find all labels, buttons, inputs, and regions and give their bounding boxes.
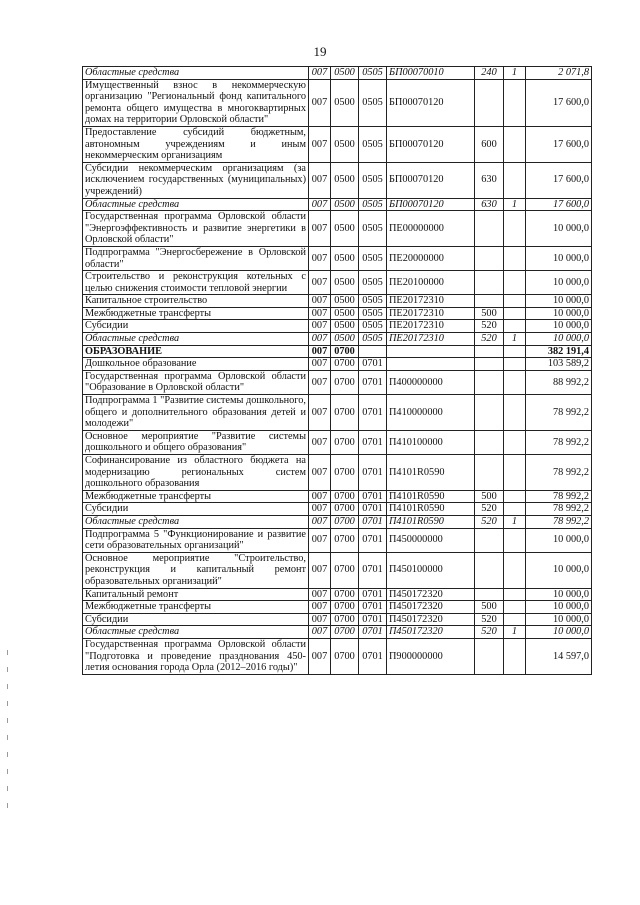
funding-source: 1 bbox=[504, 198, 526, 211]
subsection-code bbox=[359, 345, 387, 358]
subsection-code: 0701 bbox=[359, 490, 387, 503]
table-row bbox=[83, 626, 592, 639]
subsection-code: 0505 bbox=[359, 271, 387, 295]
row-name: Областные средства bbox=[83, 515, 309, 528]
subsection-code: 0505 bbox=[359, 198, 387, 211]
amount: 78 992,2 bbox=[526, 430, 592, 454]
funding-source: 1 bbox=[504, 333, 526, 346]
expense-type-code: 630 bbox=[475, 162, 504, 198]
amount: 2 071,8 bbox=[526, 67, 592, 80]
section-code: 0700 bbox=[331, 638, 359, 674]
amount: 78 992,2 bbox=[526, 490, 592, 503]
ved-code: 007 bbox=[309, 198, 331, 211]
funding-source: 1 bbox=[504, 67, 526, 80]
expense-type-code: 520 bbox=[475, 320, 504, 333]
funding-source bbox=[504, 126, 526, 162]
row-name: Межбюджетные трансферты bbox=[83, 307, 309, 320]
target-article-code: П410000000 bbox=[387, 395, 475, 431]
funding-source bbox=[504, 79, 526, 126]
target-article-code: БП00070120 bbox=[387, 198, 475, 211]
subsection-code: 0701 bbox=[359, 528, 387, 552]
amount: 10 000,0 bbox=[526, 528, 592, 552]
row-name: Софинансирование из областного бюджета на модернизацию региональных систем дошкольного образования bbox=[83, 455, 309, 491]
subsection-code: 0701 bbox=[359, 588, 387, 601]
target-article-code: ПЕ20172310 bbox=[387, 295, 475, 308]
section-code: 0500 bbox=[331, 162, 359, 198]
table-row bbox=[83, 271, 592, 295]
ved-code: 007 bbox=[309, 320, 331, 333]
row-name: Государственная программа Орловской области "Подготовка и проведение празднования 450-летия основания города Орла (2012–2016 годы)" bbox=[83, 638, 309, 674]
row-name: Государственная программа Орловской области "Энергоэффективность и развитие энергетики в Орловской области" bbox=[83, 211, 309, 247]
subsection-code: 0701 bbox=[359, 503, 387, 516]
expense-type-code bbox=[475, 588, 504, 601]
section-code: 0700 bbox=[331, 588, 359, 601]
amount: 10 000,0 bbox=[526, 211, 592, 247]
target-article-code: ПЕ20172310 bbox=[387, 307, 475, 320]
expense-type-code: 520 bbox=[475, 626, 504, 639]
ved-code: 007 bbox=[309, 601, 331, 614]
table-row bbox=[83, 198, 592, 211]
budget-table bbox=[82, 66, 592, 675]
ved-code: 007 bbox=[309, 515, 331, 528]
subsection-code: 0505 bbox=[359, 79, 387, 126]
funding-source bbox=[504, 162, 526, 198]
table-row bbox=[83, 246, 592, 270]
funding-source bbox=[504, 638, 526, 674]
target-article-code: П450172320 bbox=[387, 626, 475, 639]
amount: 10 000,0 bbox=[526, 626, 592, 639]
row-name: Основное мероприятие "Строительство, реконструкция и капитальный ремонт образовательных организаций" bbox=[83, 552, 309, 588]
funding-source bbox=[504, 588, 526, 601]
amount: 17 600,0 bbox=[526, 126, 592, 162]
ved-code: 007 bbox=[309, 307, 331, 320]
amount: 382 191,4 bbox=[526, 345, 592, 358]
table-row bbox=[83, 79, 592, 126]
subsection-code: 0701 bbox=[359, 552, 387, 588]
row-name: Межбюджетные трансферты bbox=[83, 490, 309, 503]
funding-source: 1 bbox=[504, 515, 526, 528]
funding-source bbox=[504, 430, 526, 454]
table-row bbox=[83, 67, 592, 80]
ved-code: 007 bbox=[309, 345, 331, 358]
row-name: Субсидии bbox=[83, 613, 309, 626]
subsection-code: 0505 bbox=[359, 307, 387, 320]
ved-code: 007 bbox=[309, 613, 331, 626]
section-code: 0700 bbox=[331, 455, 359, 491]
table-row bbox=[83, 552, 592, 588]
section-code: 0700 bbox=[331, 613, 359, 626]
target-article-code: БП00070010 bbox=[387, 67, 475, 80]
row-name: Дошкольное образование bbox=[83, 358, 309, 371]
ved-code: 007 bbox=[309, 455, 331, 491]
section-code: 0500 bbox=[331, 320, 359, 333]
row-name: Основное мероприятие "Развитие системы дошкольного и общего образования" bbox=[83, 430, 309, 454]
row-name: Строительство и реконструкция котельных с целью снижения стоимости тепловой энергии bbox=[83, 271, 309, 295]
expense-type-code bbox=[475, 295, 504, 308]
ved-code: 007 bbox=[309, 638, 331, 674]
expense-type-code bbox=[475, 395, 504, 431]
table-row bbox=[83, 490, 592, 503]
funding-source bbox=[504, 246, 526, 270]
row-name: Подпрограмма "Энергосбережение в Орловской области" bbox=[83, 246, 309, 270]
expense-type-code bbox=[475, 370, 504, 394]
amount: 10 000,0 bbox=[526, 307, 592, 320]
row-name: Областные средства bbox=[83, 626, 309, 639]
table-row bbox=[83, 295, 592, 308]
target-article-code: П450100000 bbox=[387, 552, 475, 588]
section-code: 0700 bbox=[331, 370, 359, 394]
table-row bbox=[83, 320, 592, 333]
table-row bbox=[83, 588, 592, 601]
table-row bbox=[83, 515, 592, 528]
funding-source bbox=[504, 613, 526, 626]
expense-type-code: 500 bbox=[475, 490, 504, 503]
row-name: Имущественный взнос в некоммерческую организацию "Региональный фонд капитального ремонта общего имущества в многоквартирных домах на территории Орловской области" bbox=[83, 79, 309, 126]
ved-code: 007 bbox=[309, 358, 331, 371]
section-code: 0500 bbox=[331, 67, 359, 80]
funding-source bbox=[504, 307, 526, 320]
subsection-code: 0701 bbox=[359, 626, 387, 639]
row-name: Областные средства bbox=[83, 198, 309, 211]
subsection-code: 0505 bbox=[359, 126, 387, 162]
section-code: 0700 bbox=[331, 528, 359, 552]
funding-source bbox=[504, 345, 526, 358]
subsection-code: 0701 bbox=[359, 515, 387, 528]
funding-source: 1 bbox=[504, 626, 526, 639]
target-article-code: БП00070120 bbox=[387, 126, 475, 162]
expense-type-code bbox=[475, 246, 504, 270]
table-row bbox=[83, 601, 592, 614]
subsection-code: 0505 bbox=[359, 67, 387, 80]
target-article-code: ПЕ20100000 bbox=[387, 271, 475, 295]
ved-code: 007 bbox=[309, 626, 331, 639]
amount: 78 992,2 bbox=[526, 455, 592, 491]
subsection-code: 0505 bbox=[359, 333, 387, 346]
ved-code: 007 bbox=[309, 588, 331, 601]
ved-code: 007 bbox=[309, 430, 331, 454]
expense-type-code: 520 bbox=[475, 515, 504, 528]
target-article-code: П4101R0590 bbox=[387, 455, 475, 491]
table-row bbox=[83, 211, 592, 247]
section-code: 0700 bbox=[331, 503, 359, 516]
amount: 10 000,0 bbox=[526, 295, 592, 308]
section-code: 0700 bbox=[331, 490, 359, 503]
row-name: Областные средства bbox=[83, 67, 309, 80]
expense-type-code bbox=[475, 271, 504, 295]
subsection-code: 0701 bbox=[359, 370, 387, 394]
table-row bbox=[83, 638, 592, 674]
funding-source bbox=[504, 211, 526, 247]
expense-type-code bbox=[475, 528, 504, 552]
expense-type-code bbox=[475, 79, 504, 126]
amount: 10 000,0 bbox=[526, 588, 592, 601]
row-name: Государственная программа Орловской области "Образование в Орловской области" bbox=[83, 370, 309, 394]
section-code: 0700 bbox=[331, 601, 359, 614]
row-name: Капитальный ремонт bbox=[83, 588, 309, 601]
subsection-code: 0701 bbox=[359, 613, 387, 626]
table-body bbox=[83, 67, 592, 675]
target-article-code: ПЕ20000000 bbox=[387, 246, 475, 270]
subsection-code: 0505 bbox=[359, 295, 387, 308]
ved-code: 007 bbox=[309, 395, 331, 431]
amount: 10 000,0 bbox=[526, 246, 592, 270]
section-code: 0500 bbox=[331, 211, 359, 247]
subsection-code: 0701 bbox=[359, 358, 387, 371]
expense-type-code: 520 bbox=[475, 613, 504, 626]
target-article-code: П450000000 bbox=[387, 528, 475, 552]
section-code: 0500 bbox=[331, 295, 359, 308]
section-code: 0500 bbox=[331, 271, 359, 295]
expense-type-code: 240 bbox=[475, 67, 504, 80]
expense-type-code: 520 bbox=[475, 333, 504, 346]
ved-code: 007 bbox=[309, 126, 331, 162]
amount: 10 000,0 bbox=[526, 320, 592, 333]
margin-marks bbox=[6, 650, 10, 850]
expense-type-code: 600 bbox=[475, 126, 504, 162]
table-row bbox=[83, 126, 592, 162]
row-name: Областные средства bbox=[83, 333, 309, 346]
amount: 17 600,0 bbox=[526, 198, 592, 211]
table-row bbox=[83, 430, 592, 454]
target-article-code: БП00070120 bbox=[387, 79, 475, 126]
row-name: Субсидии некоммерческим организациям (за исключением государственных (муниципальных) учреждений) bbox=[83, 162, 309, 198]
subsection-code: 0701 bbox=[359, 638, 387, 674]
funding-source bbox=[504, 370, 526, 394]
expense-type-code bbox=[475, 345, 504, 358]
ved-code: 007 bbox=[309, 490, 331, 503]
target-article-code bbox=[387, 358, 475, 371]
funding-source bbox=[504, 455, 526, 491]
table-row bbox=[83, 307, 592, 320]
target-article-code: ПЕ20172310 bbox=[387, 320, 475, 333]
table-row bbox=[83, 358, 592, 371]
row-name: Подпрограмма 5 "Функционирование и развитие сети образовательных организаций" bbox=[83, 528, 309, 552]
amount: 10 000,0 bbox=[526, 333, 592, 346]
expense-type-code bbox=[475, 552, 504, 588]
amount: 103 589,2 bbox=[526, 358, 592, 371]
section-code: 0500 bbox=[331, 126, 359, 162]
funding-source bbox=[504, 271, 526, 295]
target-article-code: ПЕ20172310 bbox=[387, 333, 475, 346]
target-article-code: П410100000 bbox=[387, 430, 475, 454]
table-row bbox=[83, 345, 592, 358]
table-row bbox=[83, 395, 592, 431]
target-article-code: П900000000 bbox=[387, 638, 475, 674]
target-article-code: ПЕ00000000 bbox=[387, 211, 475, 247]
page-number: 19 bbox=[313, 44, 327, 59]
table-row bbox=[83, 503, 592, 516]
row-name: Предоставление субсидий бюджетным, автономным учреждениям и иным некоммерческим организациям bbox=[83, 126, 309, 162]
row-name: Межбюджетные трансферты bbox=[83, 601, 309, 614]
subsection-code: 0701 bbox=[359, 601, 387, 614]
target-article-code: П400000000 bbox=[387, 370, 475, 394]
expense-type-code bbox=[475, 358, 504, 371]
subsection-code: 0505 bbox=[359, 162, 387, 198]
table-row bbox=[83, 370, 592, 394]
amount: 78 992,2 bbox=[526, 395, 592, 431]
ved-code: 007 bbox=[309, 211, 331, 247]
amount: 10 000,0 bbox=[526, 552, 592, 588]
funding-source bbox=[504, 395, 526, 431]
ved-code: 007 bbox=[309, 528, 331, 552]
subsection-code: 0505 bbox=[359, 246, 387, 270]
section-code: 0700 bbox=[331, 430, 359, 454]
ved-code: 007 bbox=[309, 79, 331, 126]
row-name: Субсидии bbox=[83, 320, 309, 333]
section-code: 0700 bbox=[331, 626, 359, 639]
section-code: 0500 bbox=[331, 307, 359, 320]
target-article-code: П4101R0590 bbox=[387, 503, 475, 516]
expense-type-code: 520 bbox=[475, 503, 504, 516]
ved-code: 007 bbox=[309, 552, 331, 588]
subsection-code: 0701 bbox=[359, 455, 387, 491]
section-code: 0500 bbox=[331, 246, 359, 270]
expense-type-code: 500 bbox=[475, 307, 504, 320]
amount: 14 597,0 bbox=[526, 638, 592, 674]
expense-type-code bbox=[475, 211, 504, 247]
amount: 78 992,2 bbox=[526, 515, 592, 528]
table-row bbox=[83, 333, 592, 346]
section-code: 0700 bbox=[331, 345, 359, 358]
section-code: 0500 bbox=[331, 79, 359, 126]
subsection-code: 0701 bbox=[359, 430, 387, 454]
subsection-code: 0505 bbox=[359, 320, 387, 333]
row-name: Подпрограмма 1 "Развитие системы дошкольного, общего и дополнительного образования детей и молодежи" bbox=[83, 395, 309, 431]
amount: 17 600,0 bbox=[526, 79, 592, 126]
amount: 88 992,2 bbox=[526, 370, 592, 394]
target-article-code: П450172320 bbox=[387, 588, 475, 601]
amount: 10 000,0 bbox=[526, 271, 592, 295]
funding-source bbox=[504, 295, 526, 308]
funding-source bbox=[504, 320, 526, 333]
ved-code: 007 bbox=[309, 333, 331, 346]
section-code: 0700 bbox=[331, 358, 359, 371]
ved-code: 007 bbox=[309, 271, 331, 295]
amount: 10 000,0 bbox=[526, 601, 592, 614]
section-code: 0500 bbox=[331, 333, 359, 346]
target-article-code: П4101R0590 bbox=[387, 490, 475, 503]
funding-source bbox=[504, 490, 526, 503]
subsection-code: 0701 bbox=[359, 395, 387, 431]
expense-type-code: 500 bbox=[475, 601, 504, 614]
subsection-code: 0505 bbox=[359, 211, 387, 247]
table-row bbox=[83, 528, 592, 552]
target-article-code: П450172320 bbox=[387, 613, 475, 626]
target-article-code: БП00070120 bbox=[387, 162, 475, 198]
expense-type-code bbox=[475, 455, 504, 491]
section-code: 0700 bbox=[331, 515, 359, 528]
expense-type-code bbox=[475, 638, 504, 674]
ved-code: 007 bbox=[309, 370, 331, 394]
row-name: Капитальное строительство bbox=[83, 295, 309, 308]
expense-type-code bbox=[475, 430, 504, 454]
expense-type-code: 630 bbox=[475, 198, 504, 211]
funding-source bbox=[504, 552, 526, 588]
amount: 17 600,0 bbox=[526, 162, 592, 198]
funding-source bbox=[504, 601, 526, 614]
funding-source bbox=[504, 358, 526, 371]
target-article-code: П4101R0590 bbox=[387, 515, 475, 528]
table-row bbox=[83, 162, 592, 198]
table-row bbox=[83, 613, 592, 626]
funding-source bbox=[504, 528, 526, 552]
ved-code: 007 bbox=[309, 503, 331, 516]
ved-code: 007 bbox=[309, 246, 331, 270]
ved-code: 007 bbox=[309, 295, 331, 308]
section-code: 0500 bbox=[331, 198, 359, 211]
section-code: 0700 bbox=[331, 395, 359, 431]
target-article-code bbox=[387, 345, 475, 358]
funding-source bbox=[504, 503, 526, 516]
amount: 10 000,0 bbox=[526, 613, 592, 626]
row-name: ОБРАЗОВАНИЕ bbox=[83, 345, 309, 358]
amount: 78 992,2 bbox=[526, 503, 592, 516]
ved-code: 007 bbox=[309, 67, 331, 80]
table-row bbox=[83, 455, 592, 491]
row-name: Субсидии bbox=[83, 503, 309, 516]
ved-code: 007 bbox=[309, 162, 331, 198]
section-code: 0700 bbox=[331, 552, 359, 588]
target-article-code: П450172320 bbox=[387, 601, 475, 614]
